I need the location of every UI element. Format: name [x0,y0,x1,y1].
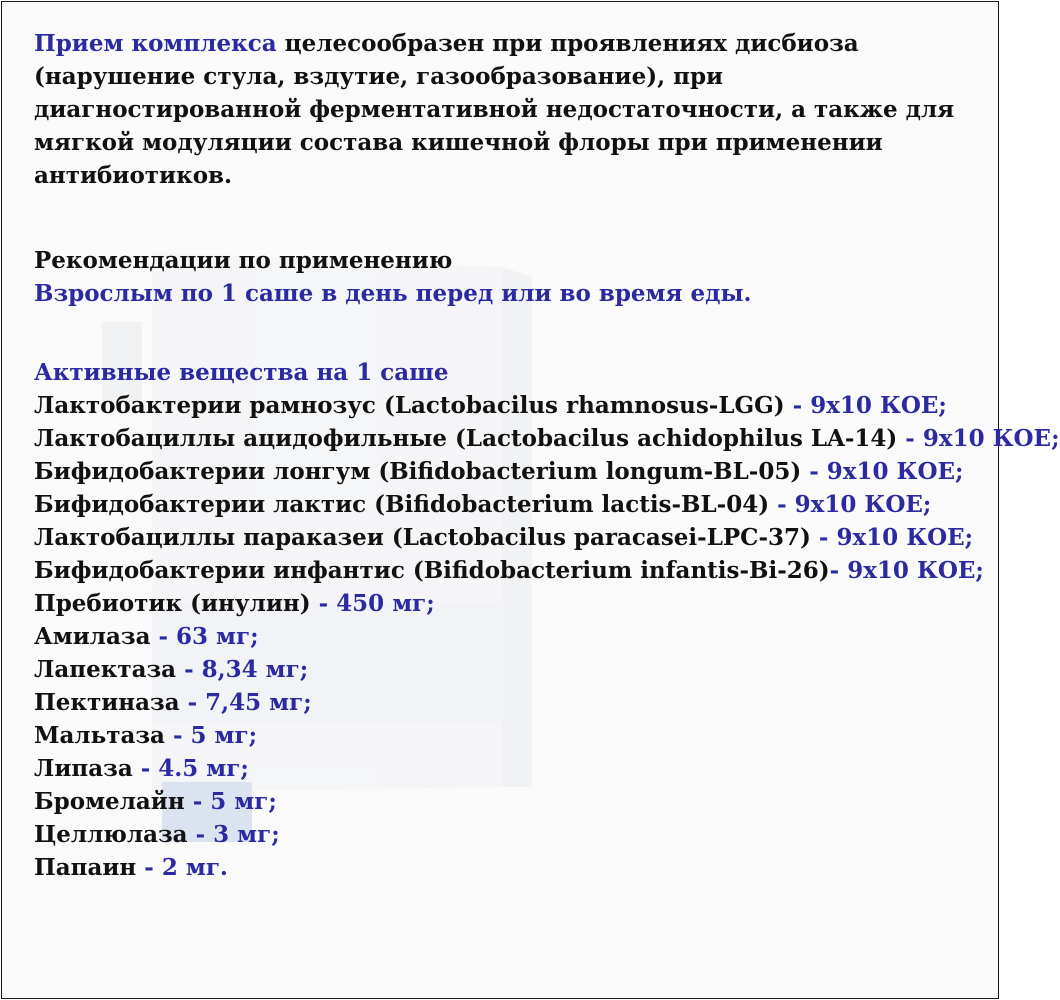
active-ingredient-row [34,455,974,488]
ingredient-amount: - 9х10 КОЕ; [801,458,964,485]
active-ingredient-row [34,752,974,785]
ingredient-name: Лапектаза [34,656,177,683]
ingredient-name: Бифидобактерии инфантис (Bifidobacterium infantis-Bi-26) [34,557,830,584]
intro-text: целесообразен при проявлениях дисбиоза (нарушение стула, вздутие, газообразование), при диагностированной ферментативной недостаточности, а также для мягкой модуляции состава кишечной флоры при применении антибиотиков. [34,30,955,189]
ingredient-name: Целлюлаза [34,821,188,848]
actives-list [34,389,1060,884]
ingredient-name: Папаин [34,854,137,881]
active-ingredient-row [34,521,974,554]
ingredient-name: Лактобациллы ацидофильные (Lactobacilus achidophilus LA-14) [34,425,898,452]
intro-highlight: Прием комплекса [34,30,277,57]
ingredient-amount: - 5 мг; [184,788,277,815]
active-ingredient-row [34,818,974,851]
ingredient-amount: - 2 мг. [136,854,228,881]
ingredient-name: Бифидобактерии лонгум (Bifidobacterium longum-BL-05) [34,458,802,485]
ingredient-name: Мальтаза [34,722,165,749]
ingredient-amount: - 4.5 мг; [132,755,249,782]
ingredient-amount: - 9х10 КОЕ; [897,425,1060,452]
ingredient-name: Лактобактерии рамнозус (Lactobacilus rhamnosus-LGG) [34,392,785,419]
document-content [34,27,1060,884]
ingredient-amount: - 9х10 КОЕ; [829,557,984,584]
active-ingredient-row [34,422,1060,455]
ingredient-amount: - 5 мг; [164,722,258,749]
active-ingredient-row [34,620,974,653]
ingredient-amount: - 63 мг; [150,623,259,650]
usage-text: Взрослым по 1 саше в день перед или во время еды. [34,280,752,307]
ingredient-name: Пектиназа [34,689,180,716]
ingredient-amount: - 3 мг; [187,821,280,848]
ingredient-amount: - 450 мг; [310,590,435,617]
ingredient-name: Пребиотик (инулин) [34,590,311,617]
active-ingredient-row [34,653,974,686]
active-ingredient-row [34,719,974,752]
active-ingredient-row [34,851,974,884]
ingredient-amount: - 9х10 КОЕ; [784,392,947,419]
ingredient-amount: - 8,34 мг; [176,656,309,683]
active-ingredient-row [34,488,974,521]
ingredient-name: Амилаза [34,623,151,650]
active-ingredient-row [34,554,984,587]
ingredient-amount: - 7,45 мг; [179,689,312,716]
ingredient-name: Бромелайн [34,788,185,815]
ingredient-amount: - 9х10 КОЕ; [769,491,932,518]
ingredient-name: Липаза [34,755,133,782]
active-ingredient-row [34,785,974,818]
usage-heading: Рекомендации по применению [34,247,453,274]
actives-heading: Активные вещества на 1 саше [34,359,449,386]
active-ingredient-row [34,587,974,620]
intro-paragraph [34,27,974,192]
active-ingredient-row [34,686,974,719]
ingredient-name: Лактобациллы параказеи (Lactobacilus paracasei-LPC-37) [34,524,811,551]
ingredient-amount: - 9х10 КОЕ; [810,524,974,551]
ingredient-name: Бифидобактерии лактис (Bifidobacterium lactis-BL-04) [34,491,770,518]
active-ingredient-row [34,389,974,422]
document-frame [1,1,1060,999]
